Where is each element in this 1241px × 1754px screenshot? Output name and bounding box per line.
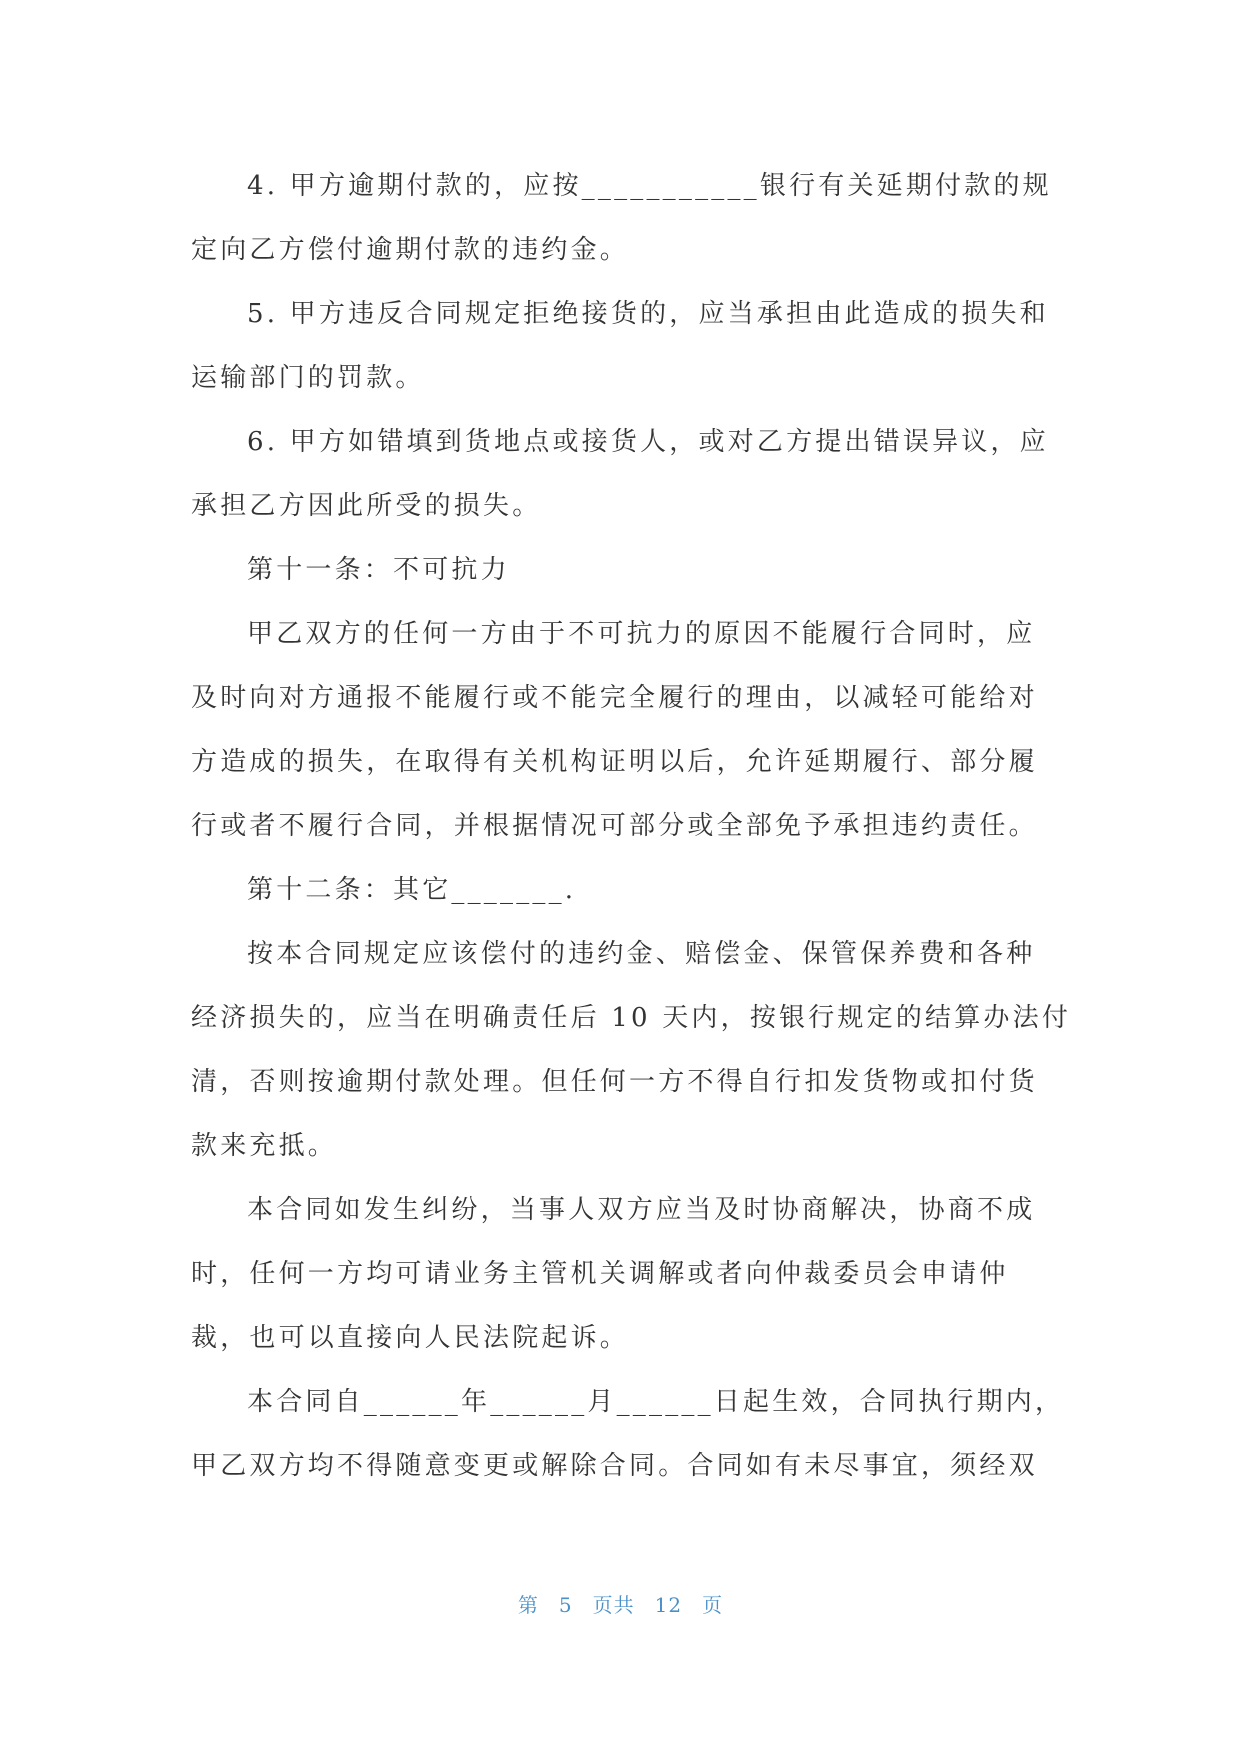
text-line: 5. 甲方违反合同规定拒绝接货的，应当承担由此造成的损失和 bbox=[247, 299, 1049, 329]
text-line: 及时向对方通报不能履行或不能完全履行的理由，以减轻可能给对 bbox=[191, 683, 1038, 713]
total-pages-number: 12 bbox=[654, 1593, 683, 1617]
text-line: 方造成的损失，在取得有关机构证明以后，允许延期履行、部分履 bbox=[191, 747, 1038, 777]
text-line: 时，任何一方均可请业务主管机关调解或者向仲裁委员会申请仲 bbox=[191, 1259, 1009, 1289]
text-line: 甲乙双方的任何一方由于不可抗力的原因不能履行合同时，应 bbox=[247, 619, 1036, 649]
text-line: 按本合同规定应该偿付的违约金、赔偿金、保管保养费和各种 bbox=[247, 939, 1036, 969]
text-line: 本合同自______年______月______日起生效，合同执行期内， bbox=[247, 1387, 1065, 1417]
page-footer bbox=[0, 1590, 1241, 1620]
page-label-prefix: 第 bbox=[517, 1593, 539, 1617]
text-line: 6. 甲方如错填到货地点或接货人，或对乙方提出错误异议，应 bbox=[247, 427, 1049, 457]
text-line: 行或者不履行合同，并根据情况可部分或全部免予承担违约责任。 bbox=[191, 811, 1038, 841]
text-line: 承担乙方因此所受的损失。 bbox=[191, 491, 542, 521]
text-line: 4. 甲方逾期付款的，应按___________银行有关延期付款的规 bbox=[247, 171, 1052, 201]
text-line: 运输部门的罚款。 bbox=[191, 363, 425, 393]
text-line: 定向乙方偿付逾期付款的违约金。 bbox=[191, 235, 630, 265]
text-line: 清，否则按逾期付款处理。但任何一方不得自行扣发货物或扣付货 bbox=[191, 1067, 1038, 1097]
section-heading: 第十一条：不可抗力 bbox=[247, 555, 510, 585]
text-line: 经济损失的，应当在明确责任后 10 天内，按银行规定的结算办法付 bbox=[191, 1003, 1072, 1033]
text-line: 甲乙双方均不得随意变更或解除合同。合同如有未尽事宜，须经双 bbox=[191, 1451, 1038, 1481]
section-heading: 第十二条：其它_______. bbox=[247, 875, 577, 905]
text-line: 款来充抵。 bbox=[191, 1131, 338, 1161]
text-line: 本合同如发生纠纷，当事人双方应当及时协商解决，协商不成 bbox=[247, 1195, 1036, 1225]
page-label-mid: 页共 bbox=[592, 1593, 635, 1617]
text-line: 裁，也可以直接向人民法院起诉。 bbox=[191, 1323, 630, 1353]
page-label-suffix: 页 bbox=[702, 1593, 724, 1617]
current-page-number: 5 bbox=[558, 1593, 573, 1617]
